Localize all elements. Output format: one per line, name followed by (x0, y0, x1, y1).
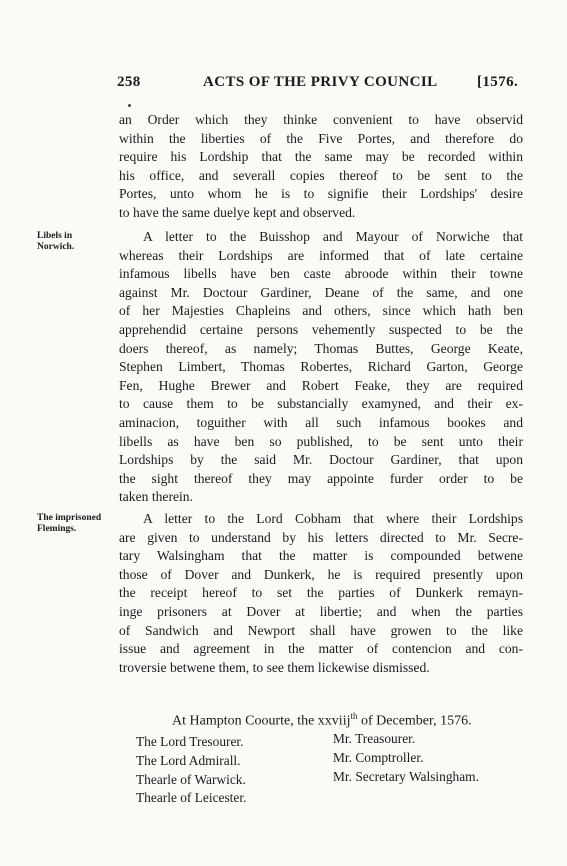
text-line: require his Lordship that the same may be recorded within (119, 149, 523, 165)
margin-note-libels (37, 231, 117, 253)
page-title: ACTS OF THE PRIVY COUNCIL (203, 74, 438, 90)
attendee: The Lord Tresourer. (136, 734, 244, 749)
attendee: Mr. Treasourer. (333, 731, 416, 746)
text-line: troversie betwene them, to see them lickewise dismissed. (119, 659, 430, 675)
text-line: the receipt hereof to set the parties of Dunkerk remayn- (119, 585, 523, 601)
text-line: of her Majesties Chapleins and others, since which hath ben (119, 303, 523, 319)
header-year: [1576. (477, 74, 519, 90)
paragraph-2 (119, 228, 523, 507)
text-line: issue and agreement in the matter of contencion and con- (119, 641, 523, 657)
text-line: his office, and severall copies thereof to be sent to the (119, 167, 523, 183)
text-line: to cause them to be substancially examyned, and their ex- (119, 396, 523, 412)
margin-note-line: Norwich. (37, 242, 75, 252)
text-line: Lordships by the said Mr. Doctour Gardiner, that upon (119, 452, 523, 468)
attendee: Thearle of Warwick. (136, 771, 246, 787)
attendee: The Lord Admirall. (136, 752, 241, 768)
text-line: the sight thereof they may appointe furder order to be (119, 470, 523, 486)
text-line: A letter to the Lord Cobham that where their Lordships (143, 511, 523, 526)
attendee: Thearle of Leicester. (136, 790, 247, 806)
meeting-date-heading (172, 711, 472, 730)
text-line: against Mr. Doctour Gardiner, Deane of the same, and one (119, 284, 523, 300)
attendees-right (333, 730, 479, 786)
margin-note-line: Flemings. (37, 524, 77, 534)
paragraph-libels (119, 228, 523, 507)
text-line: within the liberties of the Five Portes, and therefore do (119, 130, 523, 146)
paragraph-3 (119, 510, 523, 677)
paragraph-flemings (119, 510, 523, 677)
text-line: are given to understand by his letters directed to Mr. Secre- (119, 529, 523, 545)
paragraph-continuation (119, 111, 523, 223)
text-line: to have the same duelye kept and observed. (119, 204, 356, 220)
attendee: Mr. Comptroller. (333, 749, 424, 765)
text-line: apprehendid certaine persons vehemently suspected to be the (119, 321, 523, 337)
margin-note-line: The imprisoned (37, 513, 102, 523)
text-line: aminacion, toguither with all such infamous bookes and (119, 414, 523, 430)
text-line: A letter to the Buisshop and Mayour of Norwiche that (143, 229, 523, 244)
text-line: Fen, Hughe Brewer and Robert Feake, they are required (119, 377, 523, 393)
page-number: 258 (117, 74, 141, 90)
text-line: whereas their Lordships are informed that of late certaine (119, 247, 523, 263)
text-line: Portes, unto whom he is to signifie their Lordships' desire (119, 186, 523, 202)
text-line: an Order which they thinke convenient to have observid (119, 112, 523, 127)
date-heading-suffix: of December, 1576. (357, 713, 472, 729)
text-line: tary Walsingham that the matter is compounded betwene (119, 548, 523, 564)
text-line: those of Dover and Dunkerk, he is required presently upon (119, 566, 523, 582)
text-line: taken therein. (119, 489, 193, 505)
text-line: libells as have ben so published, to be sent unto their (119, 433, 523, 449)
margin-note-line: Libels in (37, 231, 73, 241)
stray-dot (128, 104, 131, 107)
attendees-left (136, 733, 246, 808)
text-line: of Sandwich and Newport shall have growen to the like (119, 622, 523, 638)
text-line: infamous libells have ben caste abroode within their towne (119, 266, 523, 282)
text-line: Stephen Limbert, Thomas Robertes, Richard Garton, George (119, 359, 523, 375)
attendee: Mr. Secretary Walsingham. (333, 768, 479, 784)
paragraph-1 (119, 111, 523, 223)
margin-note-flemings (37, 513, 117, 535)
running-header (0, 74, 567, 96)
date-heading-prefix: At Hampton Coourte, the xxviij (172, 713, 351, 729)
date-heading-superscript: th (350, 711, 358, 721)
text-line: inge prisoners at Dover at libertie; and when the parties (119, 603, 523, 619)
text-line: doers thereof, as namely; Thomas Buttes, George Keate, (119, 340, 523, 356)
